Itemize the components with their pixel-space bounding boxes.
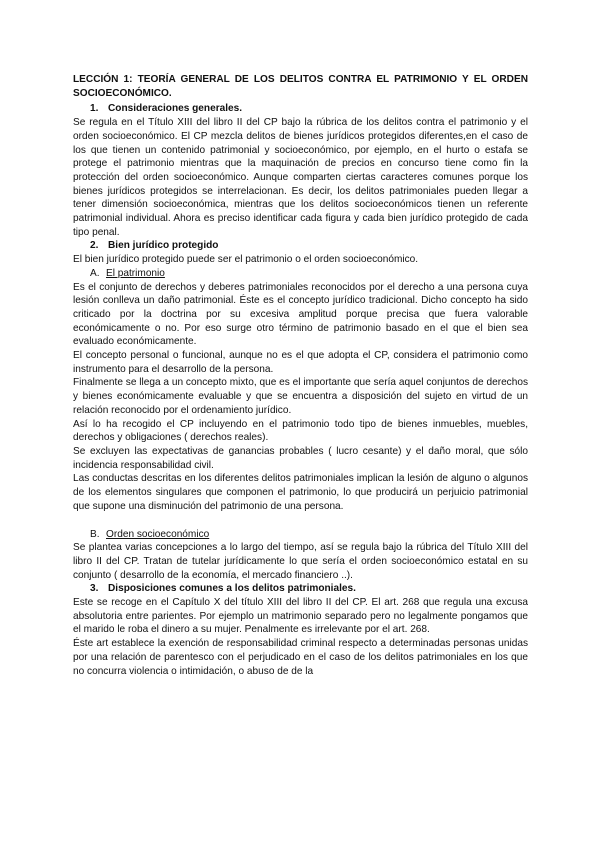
- lesson-title: LECCIÓN 1: TEORÍA GENERAL DE LOS DELITOS CONTRA EL PATRIMONIO Y EL ORDEN SOCIOECONÓMICO.: [73, 74, 528, 99]
- subsection-b-heading: [73, 528, 528, 542]
- subsection-a-paragraph-4: Así lo ha recogido el CP incluyendo en el patrimonio todo tipo de bienes inmuebles, muebles, derechos y obligaciones ( derechos reales).: [73, 418, 528, 444]
- section-1-paragraph: Se regula en el Título XIII del libro II del CP bajo la rúbrica de los delitos contra el patrimonio y el orden socioeconómico. El CP mezcla delitos de bienes jurídicos protegidos diferentes,en el caso de los que tienen un contenido patrimonial y socioeconómico, por ejemplo, en el hurto o estafa se protege el patrimonio mientras que la maquinación de precios en concurso tiene como fin la protección del orden socioeconómico. Aunque comparten ciertas caracteres comunes porque los bienes jurídicos protegidos se interrelacionan. Es decir, los delitos patrimoniales pueden llegar a tener dimensión socioeconómica, mientras que los delitos socioeconómicos tienen un referente patrimonial individual. Ahora es preciso identificar cada figura y cada bien jurídico protegido de cada tipo penal.: [73, 117, 528, 238]
- section-1-title: Consideraciones generales.: [108, 103, 243, 115]
- subsection-a-paragraph-1: Es el conjunto de derechos y deberes patrimoniales reconocidos por el derecho a una persona cuya lesión conlleva un daño patrimonial. Éste es el concepto jurídico tradicional. Dicho concepto ha sido criticado por la doctrina por su excesiva amplitud porque precisa que fuera valorable económicamente o no. Por eso surge otro término de patrimonio basado en el que el bien sea evaluado económicamente.: [73, 281, 528, 348]
- section-3-title: Disposiciones comunes a los delitos patrimoniales.: [108, 583, 356, 595]
- section-1-heading: [73, 102, 528, 116]
- subsection-b-number: B.: [90, 528, 100, 540]
- section-2-intro: El bien jurídico protegido puede ser el patrimonio o el orden socioeconómico.: [73, 254, 419, 266]
- subsection-a-heading: [73, 267, 528, 281]
- subsection-a-number: A.: [90, 267, 100, 279]
- section-3-paragraph-1: Este se recoge en el Capítulo X del título XIII del libro II del CP. El art. 268 que regula una excusa absolutoria entre parientes. Por ejemplo un matrimonio separado pero no legalmente pongamos que el marido le roba el dinero a su mujer. Penalmente es irrelevante por el art. 268.: [73, 597, 528, 636]
- paragraph-gap: [73, 514, 528, 528]
- subsection-a-paragraph-6: Las conductas descritas en los diferentes delitos patrimoniales implican la lesión de alguno o algunos de los elementos singulares que componen el patrimonio, lo que producirá un perjuicio patrimonial que supone una disminución del patrimonio de una persona.: [73, 473, 528, 512]
- section-2-heading: [73, 239, 528, 253]
- subsection-b-paragraph: Se plantea varias concepciones a lo largo del tiempo, así se regula bajo la rúbrica del Título XIII del libro II del CP. Tratan de tutelar jurídicamente lo que sería el orden socioeconómico estatal en su conjunto ( desarrollo de la economía, el mercado financiero ..).: [73, 542, 528, 581]
- subsection-a-paragraph-2: El concepto personal o funcional, aunque no es el que adopta el CP, considera el patrimonio como instrumento para el desarrollo de la persona.: [73, 350, 528, 375]
- subsection-b-title: Orden socioeconómico: [106, 528, 210, 540]
- section-2-title: Bien jurídico protegido: [108, 240, 219, 252]
- section-3-number: 3.: [90, 583, 99, 595]
- section-2-number: 2.: [90, 240, 99, 252]
- section-3-heading: [73, 582, 528, 596]
- section-3-paragraph-2: Éste art establece la exención de responsabilidad criminal respecto a determinadas personas unidas por una relación de parentesco con el perjudicado en el caso de los delitos patrimoniales en los que no concurra violencia o intimidación, o abuso de de la: [73, 638, 528, 677]
- subsection-a-paragraph-3: Finalmente se llega a un concepto mixto, que es el importante que sería aquel conjuntos de derechos y bienes económicamente evaluable y que se encuentra a disposición del sujeto en virtud de un relación reconocido por el ordenamiento jurídico.: [73, 377, 528, 416]
- section-1-number: 1.: [90, 103, 99, 115]
- subsection-a-paragraph-5: Se excluyen las expectativas de ganancias probables ( lucro cesante) y el daño moral, que sólo incidencia responsabilidad civil.: [73, 445, 528, 471]
- subsection-a-title: El patrimonio: [106, 267, 165, 279]
